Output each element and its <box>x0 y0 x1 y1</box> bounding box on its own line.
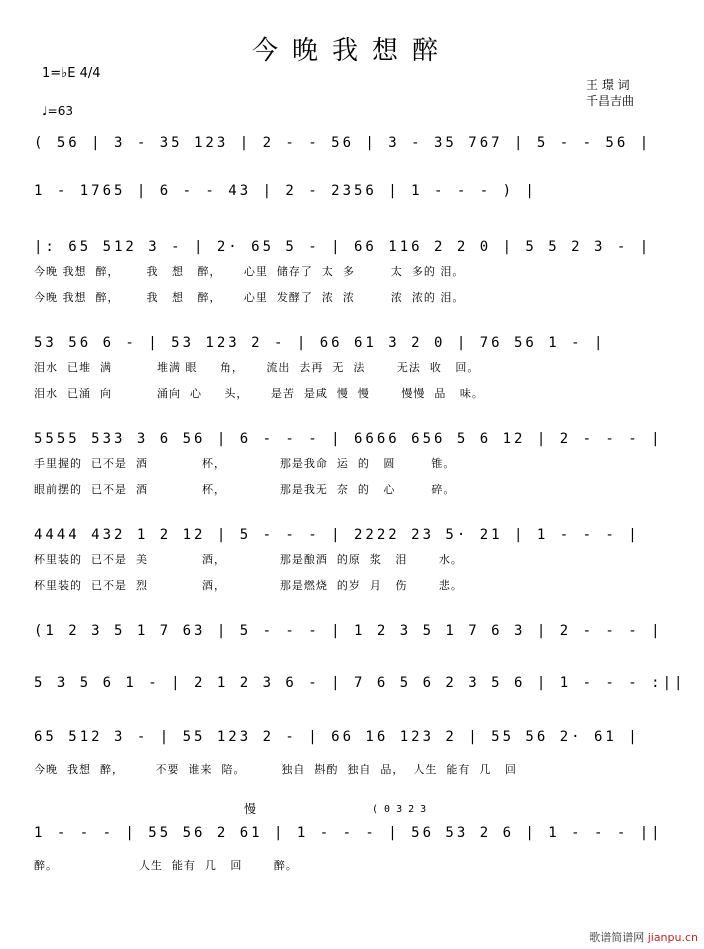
watermark <box>589 929 698 945</box>
notation-line: 65 512 3 - | 55 123 2 - | 66 16 123 2 | 55 56 2· 61 | <box>34 729 640 745</box>
watermark-domain: jianpu.cn <box>647 931 698 944</box>
interlude-notes: ( 0 3 2 3 <box>372 804 427 815</box>
notation-row <box>34 332 684 354</box>
notation-line: 5 3 5 6 1 - | 2 1 2 3 6 - | 7 6 5 6 2 3 5 6 | 1 - - - :|| <box>34 675 686 691</box>
notation-line: 1 - - - | 55 56 2 61 | 1 - - - | 56 53 2 6 | 1 - - - || <box>34 825 663 841</box>
lyric-line: 泪水 已堆 满 堆满 眼 角， 流出 去再 无 法 无法 收 回。 <box>34 361 480 374</box>
lyric-line: 手里握的 已不是 酒 杯， 那是我命 运 的 圆 锥。 <box>34 457 456 470</box>
notation-row <box>34 180 684 202</box>
notation-row <box>34 822 684 844</box>
lyric-line: 杯里装的 已不是 烈 酒， 那是燃烧 的岁 月 伤 悲。 <box>34 579 463 592</box>
notation-row <box>34 620 684 642</box>
lyric-line: 今晚 我想 醉， 我 想 醉， 心里 储存了 太 多 太 多的 泪。 <box>34 265 465 278</box>
notation-line: 53 56 6 - | 53 123 2 - | 66 61 3 2 0 | 76 56 1 - | <box>34 335 606 351</box>
notation-line: |: 65 512 3 - | 2· 65 5 - | 66 116 2 2 0 | 5 5 2 3 - | <box>34 239 652 255</box>
notation-line: 1 - 1765 | 6 - - 43 | 2 - 2356 | 1 - - - ) | <box>34 183 537 199</box>
notation-line: 4444 432 1 2 12 | 5 - - - | 2222 23 5· 21 | 1 - - - | <box>34 527 640 543</box>
lyric-line: 眼前摆的 已不是 酒 杯， 那是我无 奈 的 心 碎。 <box>34 483 456 496</box>
lyric-line: 今晚 我想 醉， 不要 谁来 陪。 独自 斟酌 独自 品， 人生 能有 几 回 <box>34 763 517 776</box>
watermark-site: 歌谱简谱网 <box>589 931 645 944</box>
lyric-line: 泪水 已涌 向 涌向 心 头， 是苦 是咸 慢 慢 慢慢 品 味。 <box>34 387 484 400</box>
lyric-line: 今晚 我想 醉， 我 想 醉， 心里 发酵了 浓 浓 浓 浓的 泪。 <box>34 291 465 304</box>
notation-row <box>34 236 684 258</box>
tempo-marking: ♩=63 <box>42 104 73 118</box>
notation-line: 5555 533 3 6 56 | 6 - - - | 6666 656 5 6 12 | 2 - - - | <box>34 431 663 447</box>
notation-row <box>34 726 684 748</box>
slow-mark: 慢 <box>244 802 257 816</box>
notation-line: ( 56 | 3 - 35 123 | 2 - - 56 | 3 - 35 767 | 5 - - 56 | <box>34 135 652 151</box>
notation-line: (1 2 3 5 1 7 63 | 5 - - - | 1 2 3 5 1 7 6 3 | 2 - - - | <box>34 623 663 639</box>
notation-row <box>34 428 684 450</box>
lyric-line: 杯里装的 已不是 美 酒， 那是酿酒 的原 浆 泪 水。 <box>34 553 463 566</box>
notation-row <box>34 524 684 546</box>
notation-row <box>34 132 684 154</box>
song-title: 今晚我想醉 <box>251 36 452 66</box>
lyricist-credit: 王 璟 词 <box>586 78 630 92</box>
lyric-line: 醉。 人生 能有 几 回 醉。 <box>34 859 298 872</box>
key-signature: 1=♭E 4/4 <box>42 66 101 81</box>
composer-credit: 千昌吉曲 <box>586 94 635 108</box>
notation-row <box>34 672 684 694</box>
